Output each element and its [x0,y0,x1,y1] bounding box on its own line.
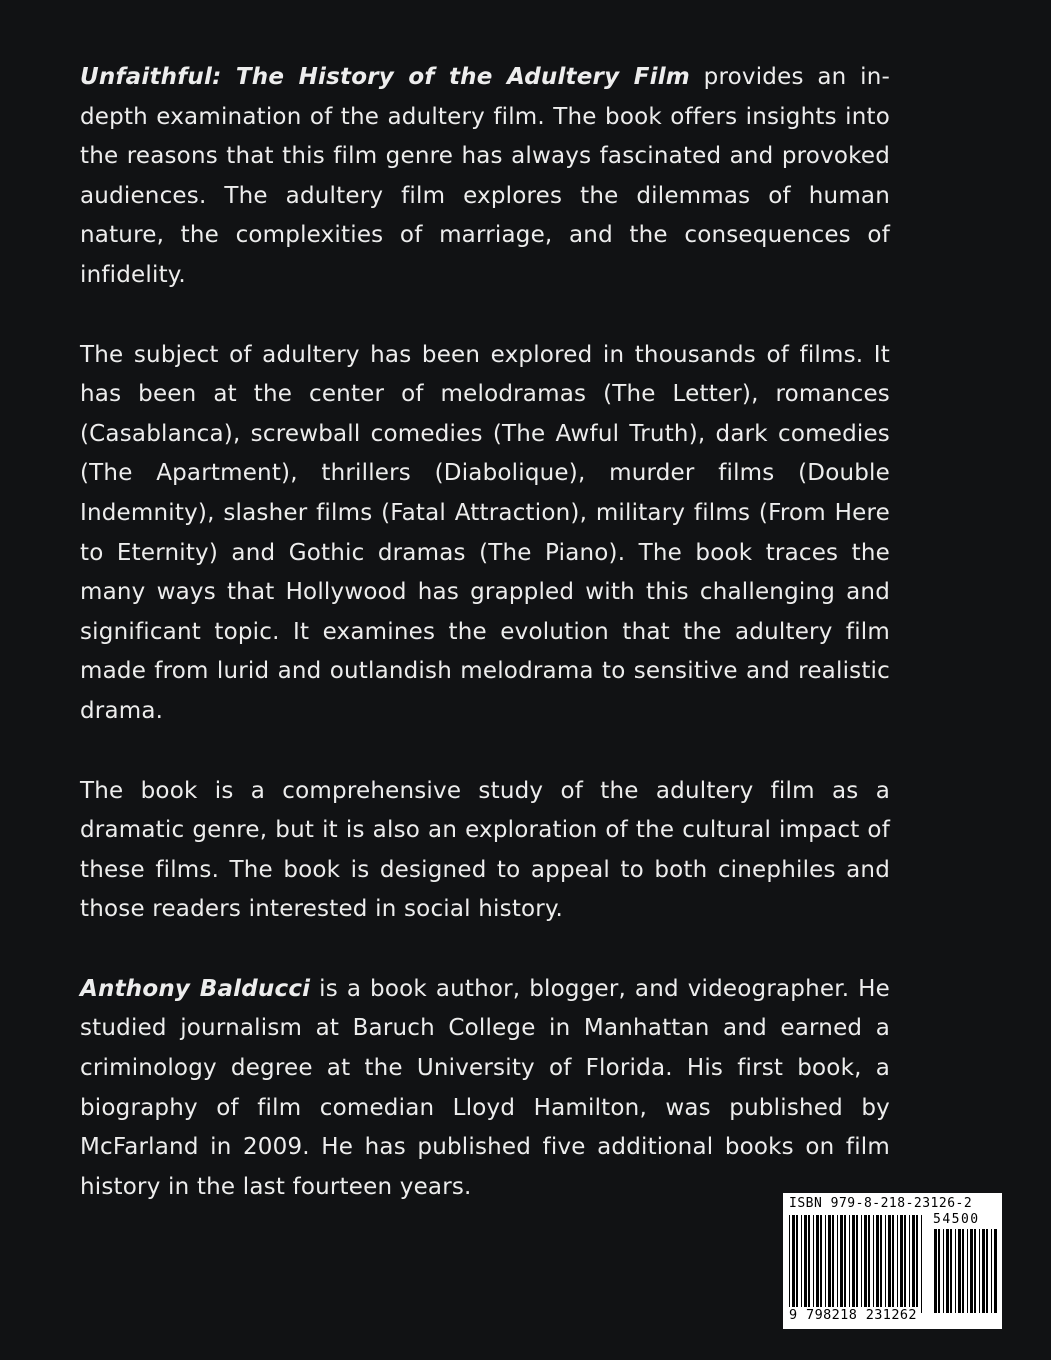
isbn-barcode [783,1193,1002,1329]
ean-digits: 9 798218 231262 [789,1307,917,1323]
subject-paragraph: The subject of adultery has been explored in thousands of films. It has been at the center of melodramas (The Letter), romances (Casablanca), screwball comedies (The Awful Truth), dark comedies (The Apartment), thrillers (Diabolique), murder films (Double Indemnity), slasher films (Fatal Attraction), military films (From Here to Eternity) and Gothic dramas (The Piano). The book traces the many ways that Hollywood has grappled with this challenging and significant topic. It examines the evolution that the adultery film made from lurid and outlandish melodrama to sensitive and realistic drama. [80,341,890,724]
back-cover-text [80,58,890,1247]
description-paragraph [80,58,890,296]
author-bio-paragraph [80,970,890,1208]
author-name: Anthony Balducci [80,975,311,1002]
book-title: Unfaithful: The History of the Adultery Film [80,64,690,90]
description-text: provides an in-depth examination of the adultery film. The book offers insights into the reasons that this film genre has always fascinated and provoked audiences. The adultery film explores the dilemmas of human nature, the complexities of marriage, and the consequences of infidelity. [80,64,890,288]
isbn-label: ISBN 979-8-218-23126-2 [789,1196,973,1211]
study-paragraph: The book is a comprehensive study of the adultery film as a dramatic genre, but it is also an exploration of the cultural impact of these films. The book is designed to appeal to both cinephiles and those readers interested in social history. [80,777,890,923]
author-bio-text: is a book author, blogger, and videographer. He studied journalism at Baruch College in Manhattan and earned a criminology degree at the University of Florida. His first book, a biography of film comedian Lloyd Hamilton, was published by McFarland in 2009. He has published five additional books on film history in the last fourteen years. [80,975,891,1200]
barcode-bars [789,1215,997,1313]
addon-code: 54500 [933,1212,980,1227]
